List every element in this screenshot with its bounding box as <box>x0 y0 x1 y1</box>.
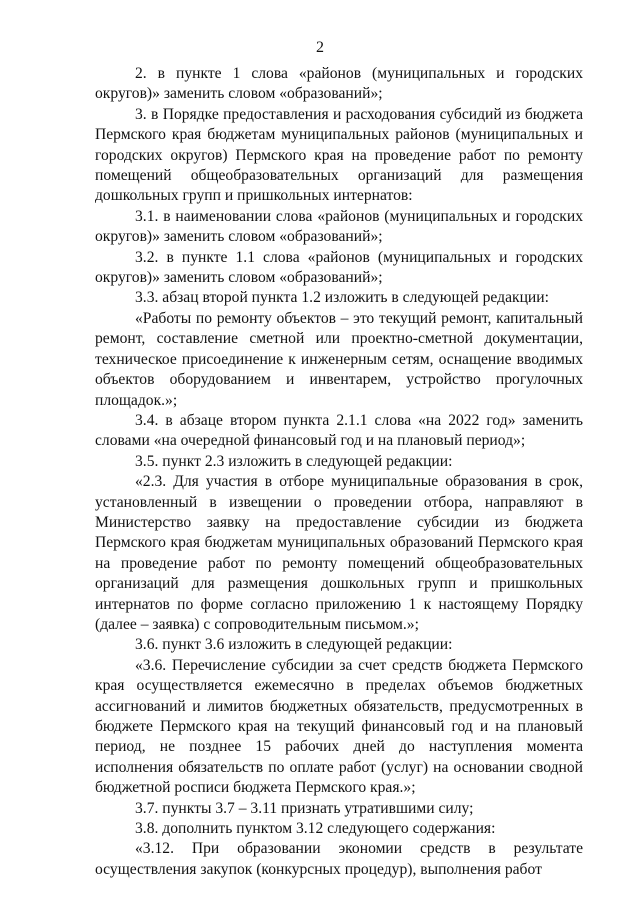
paragraph-item-3: 3. в Порядке предоставления и расходования субсидий из бюджета Пермского края бюджетам муниципальных районов (муниципальных и городских округов) Пермского края на проведение работ по ремонту помещений общеобразовательных организаций для размещения дошкольных групп и пришкольных интернатов: <box>95 105 583 205</box>
paragraph-quote-works: «Работы по ремонту объектов – это текущий ремонт, капитальный ремонт, составление сметной или проектно-сметной документации, техническое присоединение к инженерным сетям, оснащение вводимых объектов оборудованием и инвентарем, устройство прогулочных площадок.»; <box>95 309 583 409</box>
paragraph-subitem-3-6: 3.6. пункт 3.6 изложить в следующей редакции: <box>135 636 453 654</box>
paragraph-subitem-3-2: 3.2. в пункте 1.1 слова «районов (муниципальных и городских округов)» заменить словом «образований»; <box>95 248 583 287</box>
paragraph-subitem-3-4: 3.4. в абзаце втором пункта 2.1.1 слова «на 2022 год» заменить словами «на очередной финансовый год и на плановый период»; <box>95 411 583 450</box>
paragraph-subitem-3-1: 3.1. в наименовании слова «районов (муниципальных и городских округов)» заменить словом «образований»; <box>95 207 583 246</box>
paragraph-quote-3-6: «3.6. Перечисление субсидии за счет средств бюджета Пермского края осуществляется ежемесячно в пределах объемов бюджетных ассигнований и лимитов бюджетных обязательств, предусмотренных в бюджете Пермского края на текущий финансовый год и на плановый период, не позднее 15 рабочих дней до наступления момента исполнения обязательств по оплате работ (услуг) на основании сводной бюджетной росписи бюджета Пермского края.»; <box>95 656 583 797</box>
paragraph-subitem-3-5: 3.5. пункт 2.3 изложить в следующей редакции: <box>135 452 453 470</box>
page-number: 2 <box>316 39 324 56</box>
document-body <box>95 64 583 880</box>
paragraph-subitem-3-3: 3.3. абзац второй пункта 1.2 изложить в следующей редакции: <box>135 289 549 307</box>
paragraph-subitem-3-8: 3.8. дополнить пунктом 3.12 следующего содержания: <box>135 820 496 838</box>
paragraph-subitem-3-7: 3.7. пункты 3.7 – 3.11 признать утратившими силу; <box>135 799 474 817</box>
paragraph-item-2: 2. в пункте 1 слова «районов (муниципальных и городских округов)» заменить словом «образований»; <box>95 65 583 103</box>
paragraph-quote-2-3: «2.3. Для участия в отборе муниципальные образования в срок, установленный в извещении о проведении отбора, направляют в Министерство заявку на предоставление субсидии из бюджета Пермского края бюджетам муниципальных образований Пермского края на проведение работ по ремонту помещений общеобразовательных организаций для размещения дошкольных групп и пришкольных интернатов по форме согласно приложению 1 к настоящему Порядку (далее – заявка) с сопроводительным письмом.»; <box>95 473 583 633</box>
paragraph-quote-3-12: «3.12. При образовании экономии средств в результате осуществления закупок (конкурсных процедур), выполнения работ <box>95 840 583 878</box>
